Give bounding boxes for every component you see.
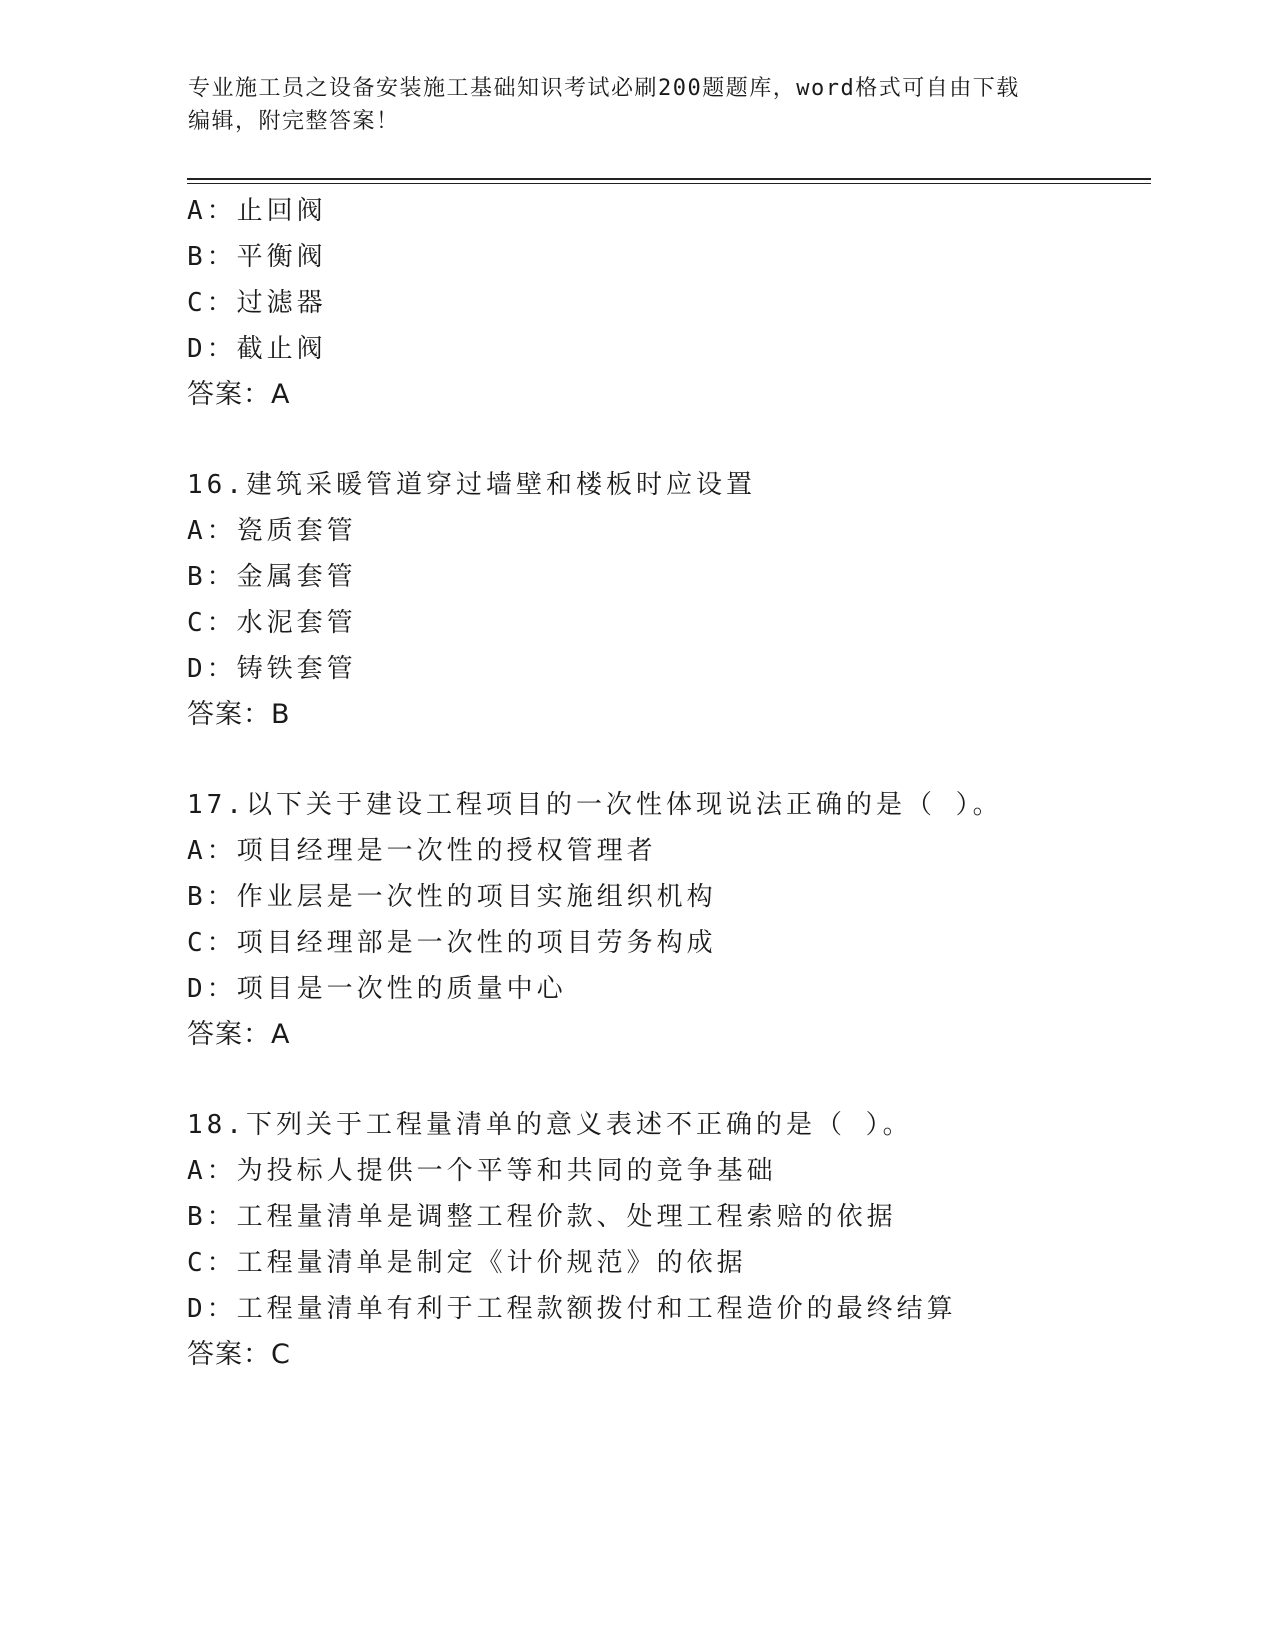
option-key: C：	[187, 928, 237, 958]
option-text: 项目经理是一次性的授权管理者	[236, 836, 657, 866]
option-text: 水泥套管	[236, 608, 357, 638]
option-text: 平衡阀	[236, 242, 327, 272]
question-spacer	[187, 418, 1167, 462]
option-text: 铸铁套管	[236, 654, 357, 684]
question-list	[187, 188, 1167, 1378]
question-block-18	[187, 1102, 1167, 1378]
option-key: C：	[187, 608, 237, 638]
question-stem: 17.以下关于建设工程项目的一次性体现说法正确的是（ ）。	[187, 790, 1003, 820]
option-key: B：	[187, 242, 237, 272]
question-block-17	[187, 782, 1167, 1058]
option-b	[187, 234, 1167, 280]
option-key: D：	[187, 654, 237, 684]
option-c	[187, 280, 1167, 326]
option-key: D：	[187, 974, 237, 1004]
option-d	[187, 1286, 1167, 1332]
option-d	[187, 966, 1167, 1012]
header-title-line-1: 专业施工员之设备安装施工基础知识考试必刷200题题库，word格式可自由下载	[188, 76, 1020, 101]
option-text: 项目是一次性的质量中心	[236, 974, 567, 1004]
header-title-line-2: 编辑，附完整答案！	[188, 109, 400, 134]
question-block-16	[187, 462, 1167, 738]
option-text: 工程量清单是调整工程价款、处理工程索赔的依据	[236, 1202, 897, 1232]
question-stem: 16.建筑采暖管道穿过墙壁和楼板时应设置	[187, 470, 756, 500]
answer-line: 答案：A	[187, 379, 291, 410]
option-key: C：	[187, 1248, 237, 1278]
option-text: 项目经理部是一次性的项目劳务构成	[236, 928, 717, 958]
option-c	[187, 920, 1167, 966]
option-key: A：	[187, 836, 237, 866]
option-d	[187, 326, 1167, 372]
option-key: B：	[187, 562, 237, 592]
option-b	[187, 1194, 1167, 1240]
option-key: A：	[187, 1156, 237, 1186]
option-c	[187, 600, 1167, 646]
option-b	[187, 874, 1167, 920]
question-spacer	[187, 738, 1167, 782]
option-key: D：	[187, 334, 237, 364]
question-block-partial	[187, 188, 1167, 418]
option-text: 为投标人提供一个平等和共同的竞争基础	[236, 1156, 777, 1186]
answer-line: 答案：B	[187, 699, 291, 730]
option-key: A：	[187, 516, 237, 546]
option-b	[187, 554, 1167, 600]
document-header	[188, 72, 1088, 138]
option-text: 作业层是一次性的项目实施组织机构	[236, 882, 717, 912]
option-d	[187, 646, 1167, 692]
option-a	[187, 828, 1167, 874]
option-a	[187, 188, 1167, 234]
option-text: 过滤器	[236, 288, 327, 318]
option-key: D：	[187, 1294, 237, 1324]
question-spacer	[187, 1058, 1167, 1102]
option-text: 金属套管	[236, 562, 357, 592]
option-key: C：	[187, 288, 237, 318]
answer-line: 答案：C	[187, 1339, 291, 1370]
option-text: 工程量清单有利于工程款额拨付和工程造价的最终结算	[236, 1294, 957, 1324]
option-text: 瓷质套管	[236, 516, 357, 546]
option-c	[187, 1240, 1167, 1286]
option-key: B：	[187, 882, 237, 912]
option-a	[187, 508, 1167, 554]
header-divider	[187, 178, 1151, 184]
question-stem: 18.下列关于工程量清单的意义表述不正确的是（ ）。	[187, 1110, 913, 1140]
option-text: 止回阀	[236, 196, 327, 226]
option-text: 截止阀	[236, 334, 327, 364]
option-key: B：	[187, 1202, 237, 1232]
answer-line: 答案：A	[187, 1019, 291, 1050]
option-a	[187, 1148, 1167, 1194]
option-key: A：	[187, 196, 237, 226]
option-text: 工程量清单是制定《计价规范》的依据	[236, 1248, 747, 1278]
